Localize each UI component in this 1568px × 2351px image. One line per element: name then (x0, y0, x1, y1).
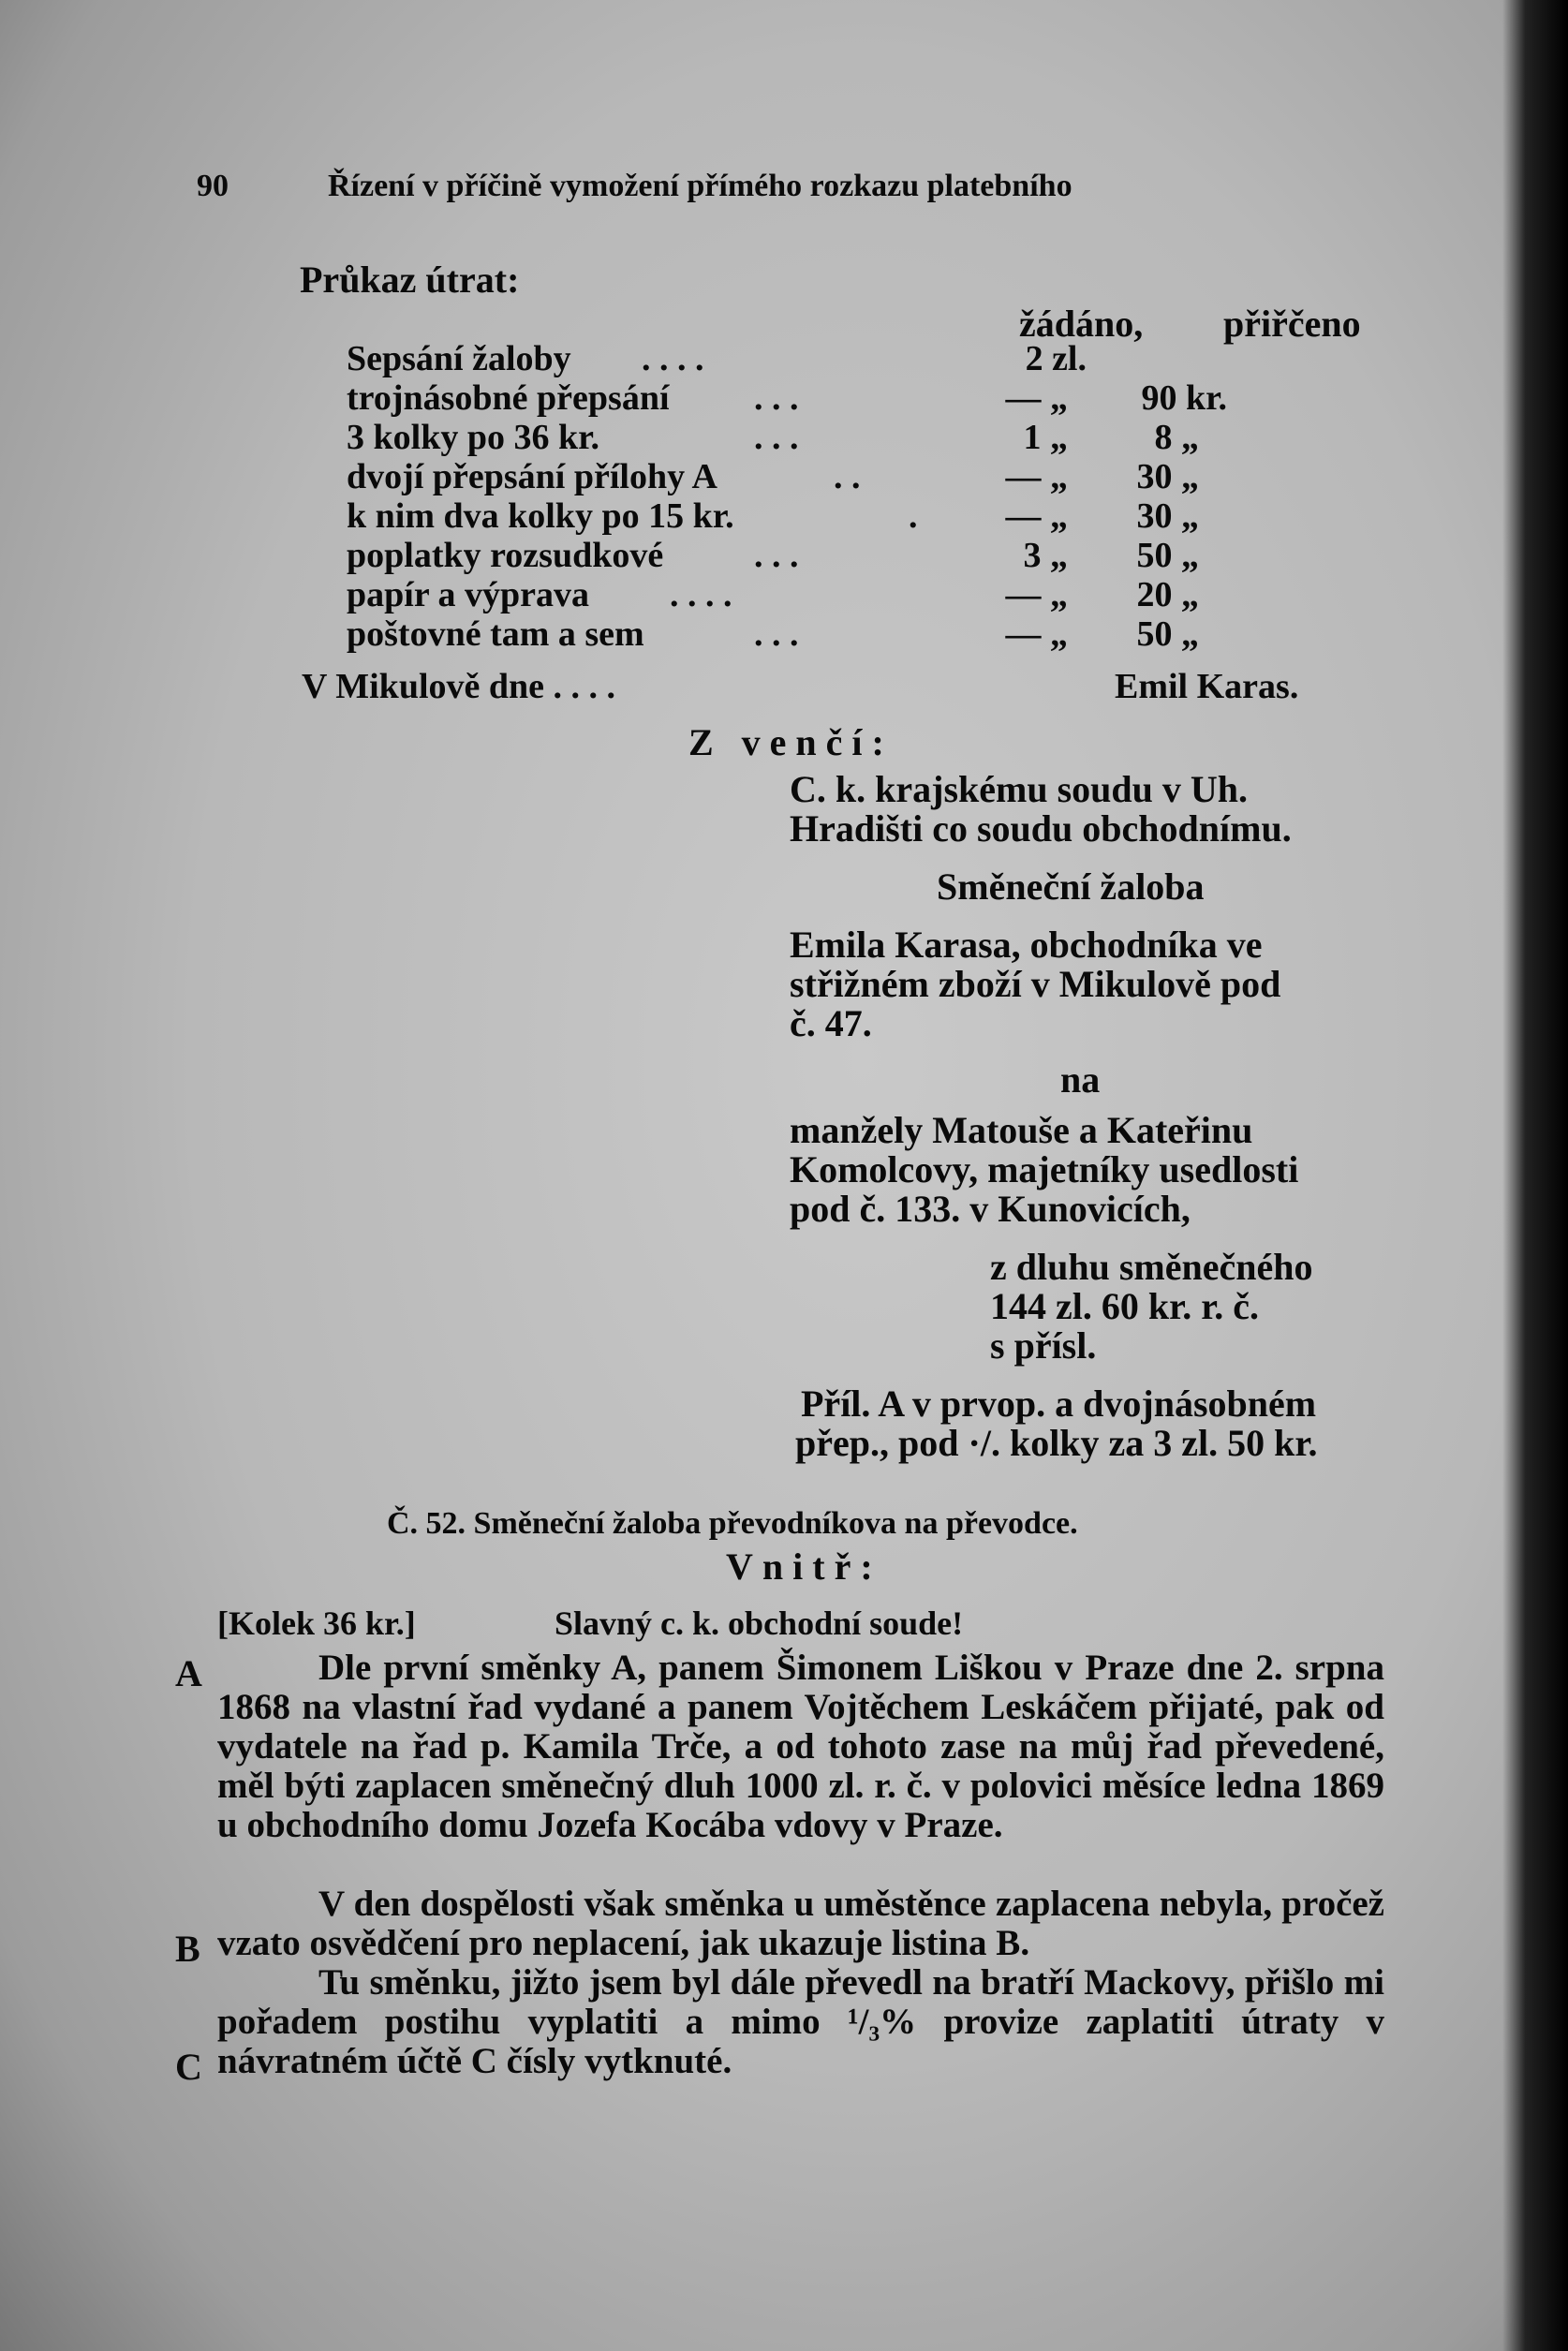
cost-leader-dots: . . . . (670, 575, 732, 614)
cost-awarded: 30 „ (1136, 457, 1199, 496)
page-number: 90 (197, 169, 229, 203)
cost-requested: 3 „ (1023, 536, 1068, 575)
against-word: na (1060, 1058, 1101, 1101)
cost-requested: — „ (1005, 496, 1068, 536)
debt-line: s přísl. (990, 1324, 1097, 1367)
cost-label: dvojí přepsání přílohy A (347, 457, 717, 496)
plaintiff-line: Emila Karasa, obchodníka ve (790, 924, 1263, 966)
salutation: Slavný c. k. obchodní soude! (555, 1604, 964, 1642)
defendant-line: pod č. 133. v Kunovicích, (790, 1188, 1191, 1230)
cost-requested: — „ (1005, 457, 1068, 496)
cost-requested: 1 „ (1023, 418, 1068, 457)
cost-label: 3 kolky po 36 kr. (347, 418, 599, 457)
cost-awarded: 50 „ (1136, 614, 1199, 654)
cost-requested: — „ (1005, 378, 1068, 418)
outside-heading: Z venčí: (688, 721, 894, 763)
cost-label: papír a výprava (347, 575, 590, 614)
court-line: C. k. krajskému soudu v Uh. (790, 768, 1249, 810)
cost-requested: — „ (1005, 614, 1068, 654)
margin-letter-a: A (175, 1652, 202, 1694)
claim-title: Směneční žaloba (937, 865, 1205, 908)
court-line: Hradišti co soudu obchodnímu. (790, 807, 1292, 850)
cost-label: k nim dva kolky po 15 kr. (347, 496, 734, 536)
section-heading: Č. 52. Směneční žaloba převodníkova na převodce. (387, 1506, 1078, 1541)
plaintiff-line: střižném zboží v Mikulově pod (790, 963, 1281, 1005)
stamp-note: [Kolek 36 kr.] (217, 1604, 416, 1642)
cost-awarded: 8 „ (1154, 418, 1199, 457)
cost-leader-dots: . . . (754, 614, 799, 654)
book-spine-shadow (1502, 0, 1568, 2351)
cost-awarded: 30 „ (1136, 496, 1199, 536)
cost-requested: 2 zl. (1025, 339, 1087, 378)
col-requested-header: žádáno, (1019, 303, 1144, 345)
cost-leader-dots: . . . (754, 378, 799, 418)
place-date: V Mikulově dne . . . . (302, 667, 616, 706)
cost-awarded: 20 „ (1136, 575, 1199, 614)
defendant-line: manžely Matouše a Kateřinu (790, 1109, 1253, 1151)
paragraph (217, 1649, 1384, 1845)
cost-leader-dots: . . . . (642, 339, 704, 378)
defendant-line: Komolcovy, majetníky usedlosti (790, 1148, 1299, 1190)
paragraph-text: Dle první směnky A, panem Šimonem Liškou v Praze dne 2. srpna 1868 na vlastní řad vydané a panem Vojtěchem Leskáčem přijaté, pak od vydatele na řad p. Kamila Trče, a od tohoto zase na můj řad převedené, měl býti zaplacen směnečný dluh 1000 zl. r. č. v polovici měsíce ledna 1869 u obchodního domu Jozefa Kocába vdovy v Praze. (217, 1648, 1384, 1845)
attachment-line: Příl. A v prvop. a dvojnásobném (801, 1383, 1317, 1425)
margin-letter-b: B (175, 1928, 200, 1970)
running-header (197, 169, 1072, 204)
attachment-line: přep., pod ·/. kolky za 3 zl. 50 kr. (795, 1422, 1318, 1464)
cost-label: poštovné tam a sem (347, 614, 644, 654)
section-subheading: Vnitř: (726, 1545, 882, 1588)
cost-awarded: 90 kr. (1141, 378, 1227, 418)
costs-title: Průkaz útrat: (300, 259, 520, 301)
margin-letter-c: C (175, 2046, 202, 2088)
paragraph-text: V den dospělosti však směnka u uměstěnce zaplacena nebyla, pročež vzato osvědčení pro neplacení, jak ukazuje listina B. (217, 1884, 1384, 1963)
paragraph (217, 1885, 1384, 1963)
cost-label: Sepsání žaloby (347, 339, 571, 378)
paragraph-text: Tu směnku, jižto jsem byl dále převedl na bratří Mackovy, přišlo mi pořadem postihu vyplatiti a mimo ¹/₃% provize zaplatiti útraty v návratném účtě C čísly vytknuté. (217, 1962, 1384, 2081)
debt-line: z dluhu směnečného (990, 1246, 1313, 1288)
cost-leader-dots: . . (834, 457, 861, 496)
cost-awarded: 50 „ (1136, 536, 1199, 575)
col-awarded-header: přiřčeno (1223, 303, 1361, 345)
plaintiff-line: č. 47. (790, 1002, 872, 1044)
debt-line: 144 zl. 60 kr. r. č. (990, 1285, 1260, 1327)
cost-label: poplatky rozsudkové (347, 536, 664, 575)
paragraph (217, 1963, 1384, 2081)
cost-label: trojnásobné přepsání (347, 378, 670, 418)
signature: Emil Karas. (1115, 667, 1299, 706)
cost-requested: — „ (1005, 575, 1068, 614)
cost-leader-dots: . (909, 496, 918, 536)
running-title: Řízení v příčině vymožení přímého rozkazu platebního (328, 169, 1072, 203)
cost-leader-dots: . . . (754, 418, 799, 457)
cost-leader-dots: . . . (754, 536, 799, 575)
